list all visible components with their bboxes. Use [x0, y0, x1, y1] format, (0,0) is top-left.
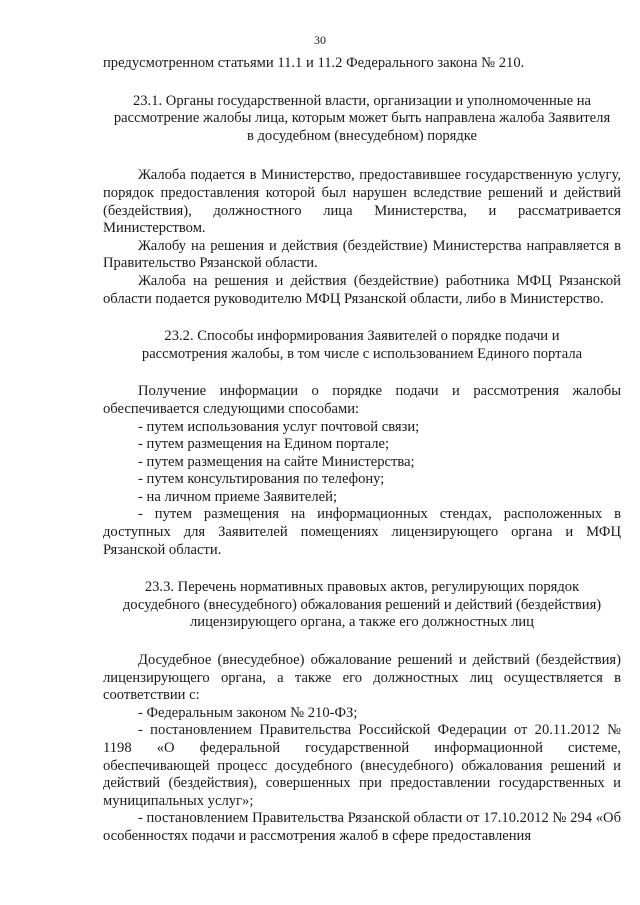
section-23-3-body — [103, 652, 621, 846]
page-number: 30 — [314, 33, 326, 47]
intro-text: предусмотренном статьями 11.1 и 11.2 Федерального закона № 210. — [103, 55, 525, 71]
paragraph: Жалоба подается в Министерство, предоставившее государственную услугу, порядок предоставления которой был нарушен вследствие решений и действий (бездействия), должностного лица Министерства, и рассматривается Министерством. — [103, 167, 621, 237]
heading-23-1: 23.1. Органы государственной власти, организации и уполномоченные на рассмотрение жалобы лица, которым может быть направлена жалоба Заявителя в досудебном (внесудебном) порядке — [113, 92, 611, 144]
document-body — [103, 55, 621, 846]
list-item: - путем размещения на сайте Министерства; — [138, 453, 415, 470]
list-item: - на личном приеме Заявителей; — [138, 488, 338, 505]
paragraph: Жалобу на решения и действия (бездействие) Министерства направляется в Правительство Рязанской области. — [103, 237, 621, 272]
lead-text: Досудебное (внесудебное) обжалование решений и действий (бездействия) лицензирующего органа, а также его должностных лиц осуществляется в соответствии с: — [103, 652, 621, 704]
list-item: - постановлением Правительства Российской Федерации от 20.11.2012 № 1198 «О федеральной государственной информационной системе, обеспечивающей процесс досудебного (внесудебного) обжалования решений и действий (бездействия), совершенных при предоставлении государственных и муниципальных услуг»; — [103, 722, 621, 809]
section-23-1-body — [103, 167, 621, 308]
list-item: - путем размещения на информационных стендах, расположенных в доступных для Заявителей помещениях лицензирующего органа и МФЦ Рязанской области. — [103, 506, 621, 558]
list-item: - постановлением Правительства Рязанской области от 17.10.2012 № 294 «Об особенностях подачи и рассмотрения жалоб в сфере предоставления — [103, 810, 621, 844]
list-item: - Федеральным законом № 210-ФЗ; — [138, 704, 358, 721]
paragraph: Жалоба на решения и действия (бездействие) работника МФЦ Рязанской области подается руководителю МФЦ Рязанской области, либо в Министерство. — [103, 272, 621, 307]
list-item: - путем размещения на Едином портале; — [138, 436, 390, 453]
list-item: - путем консультирования по телефону; — [138, 471, 385, 488]
heading-23-2: 23.2. Способы информирования Заявителей о порядке подачи и рассмотрения жалобы, в том числе с использованием Единого портала — [141, 328, 583, 362]
lead-text: Получение информации о порядке подачи и рассмотрения жалобы обеспечивается следующими способами: — [103, 383, 621, 417]
heading-23-3: 23.3. Перечень нормативных правовых актов, регулирующих порядок досудебного (внесудебного) обжалования решений и действий (бездействия) лицензирующего органа, а также его должностных лиц — [122, 579, 602, 631]
section-23-2-body — [103, 383, 621, 559]
list-item: - путем использования услуг почтовой связи; — [138, 418, 420, 435]
